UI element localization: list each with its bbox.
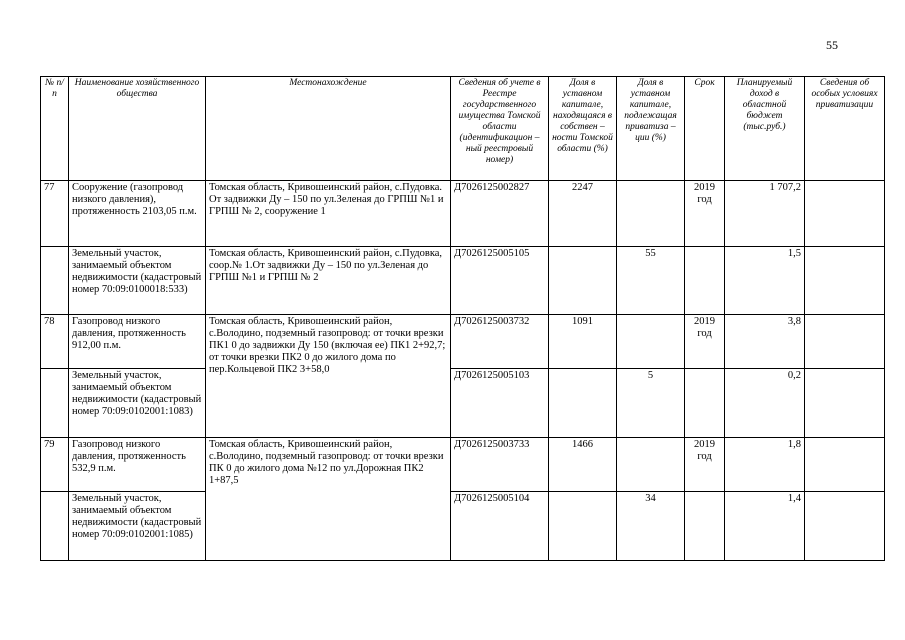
row-registry: Д7026125005105 (451, 247, 549, 315)
row-term: 2019 год (685, 315, 725, 369)
row-share-owned: 1091 (549, 315, 617, 369)
row-income: 1,4 (725, 492, 805, 561)
header-share-privat: Доля в уставном капитале, подлежащая приватиза – ции (%) (617, 77, 685, 181)
header-name: Наименование хозяйственного общества (69, 77, 206, 181)
row-share-owned (549, 369, 617, 438)
table-row (41, 492, 885, 561)
table-row (41, 369, 885, 438)
row-registry: Д7026125005104 (451, 492, 549, 561)
row-share-owned: 2247 (549, 181, 617, 247)
row-income: 0,2 (725, 369, 805, 438)
row-share-owned (549, 247, 617, 315)
row-location: Томская область, Кривошеинский район, с.Пудовка. От задвижки Ду – 150 по ул.Зеленая до ГРПШ №1 и ГРПШ № 2, сооружение 1 (206, 181, 451, 247)
privatization-table (40, 76, 885, 561)
row-share-owned (549, 492, 617, 561)
row-conditions (805, 247, 885, 315)
row-registry: Д7026125003732 (451, 315, 549, 369)
header-location: Местонахождение (206, 77, 451, 181)
row-name: Газопровод низкого давления, протяженность 532,9 п.м. (69, 438, 206, 492)
row-share-owned: 1466 (549, 438, 617, 492)
header-share-owned: Доля в уставном капитале, находящаяся в собствен – ности Томской области (%) (549, 77, 617, 181)
row-conditions (805, 181, 885, 247)
row-num (41, 492, 69, 561)
row-conditions (805, 492, 885, 561)
table-row (41, 247, 885, 315)
header-num: № п/п (41, 77, 69, 181)
row-location: Томская область, Кривошеинский район, с.Пудовка, соор.№ 1.От задвижки Ду – 150 по ул.Зеленая до ГРПШ №1 и ГРПШ № 2 (206, 247, 451, 315)
row-share-privat (617, 181, 685, 247)
row-location: Томская область, Кривошеинский район, с.Володино, подземный газопровод: от точки врезки ПК1 0 до задвижки Ду 150 (включая ее) ПК1 2+92,7; от точки врезки ПК2 0 до жилого дома по пер.Кольцевой ПК2 3+58,0 (206, 315, 451, 438)
row-conditions (805, 315, 885, 369)
row-num: 79 (41, 438, 69, 492)
row-income: 1,8 (725, 438, 805, 492)
row-share-privat (617, 315, 685, 369)
header-registry: Сведения об учете в Реестре государственного имущества Томской области (идентификацион – ный реестровый номер) (451, 77, 549, 181)
row-share-privat: 55 (617, 247, 685, 315)
row-name: Земельный участок, занимаемый объектом недвижимости (кадастровый номер 70:09:0102001:1085) (69, 492, 206, 561)
row-conditions (805, 369, 885, 438)
row-num: 77 (41, 181, 69, 247)
row-income: 1,5 (725, 247, 805, 315)
header-conditions: Сведения об особых условиях приватизации (805, 77, 885, 181)
row-term: 2019 год (685, 181, 725, 247)
row-share-privat: 34 (617, 492, 685, 561)
header-term: Срок (685, 77, 725, 181)
table-header-row (41, 77, 885, 181)
row-registry: Д7026125002827 (451, 181, 549, 247)
row-name: Земельный участок, занимаемый объектом недвижимости (кадастровый номер 70:09:0102001:1083) (69, 369, 206, 438)
row-num (41, 369, 69, 438)
header-income: Планируемый доход в областной бюджет (тыс.руб.) (725, 77, 805, 181)
table-row (41, 181, 885, 247)
row-name: Газопровод низкого давления, протяженность 912,00 п.м. (69, 315, 206, 369)
row-term: 2019 год (685, 438, 725, 492)
row-term (685, 492, 725, 561)
table-row (41, 438, 885, 492)
row-term (685, 247, 725, 315)
row-num (41, 247, 69, 315)
row-term (685, 369, 725, 438)
page-number: 55 (826, 38, 838, 52)
row-income: 3,8 (725, 315, 805, 369)
row-num: 78 (41, 315, 69, 369)
row-income: 1 707,2 (725, 181, 805, 247)
row-share-privat: 5 (617, 369, 685, 438)
row-registry: Д7026125003733 (451, 438, 549, 492)
row-conditions (805, 438, 885, 492)
table-row (41, 315, 885, 369)
row-share-privat (617, 438, 685, 492)
row-location: Томская область, Кривошеинский район, с.Володино, подземный газопровод: от точки врезки ПК 0 до жилого дома №12 по ул.Дорожная ПК2 1+87,5 (206, 438, 451, 561)
row-name: Земельный участок, занимаемый объектом недвижимости (кадастровый номер 70:09:0100018:533) (69, 247, 206, 315)
row-registry: Д7026125005103 (451, 369, 549, 438)
row-name: Сооружение (газопровод низкого давления), протяженность 2103,05 п.м. (69, 181, 206, 247)
